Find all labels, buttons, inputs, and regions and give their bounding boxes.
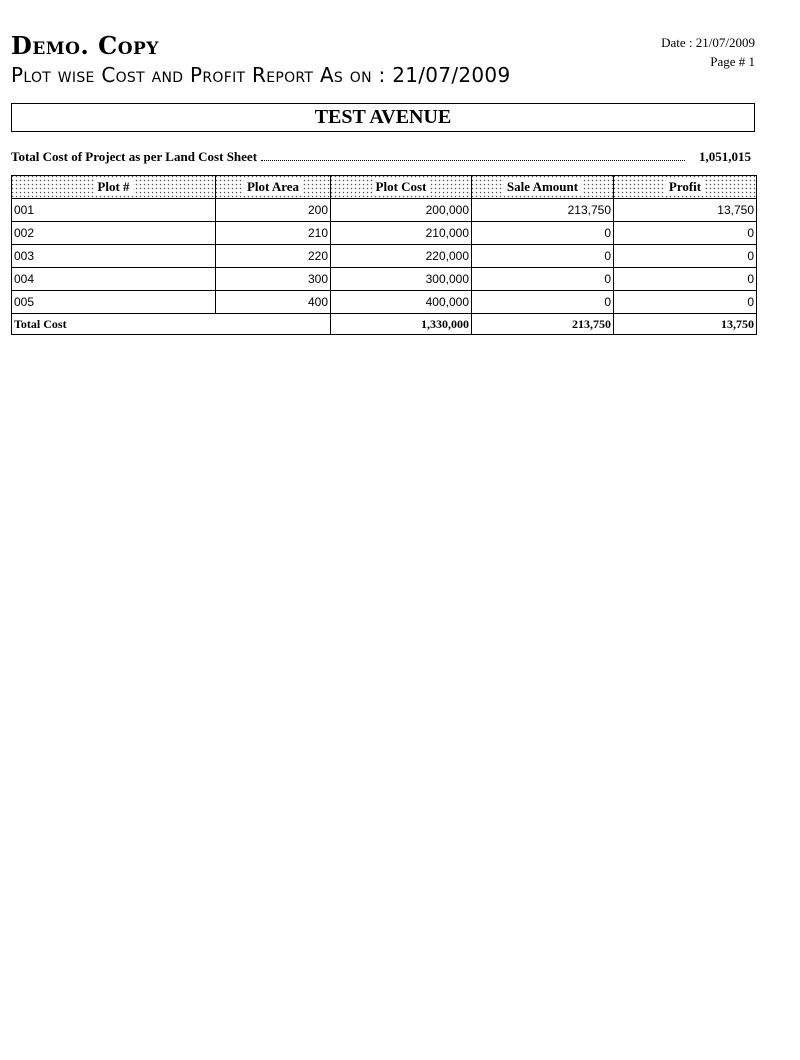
- cell-plot: 001: [12, 199, 216, 222]
- column-header-profit: Profit: [614, 176, 757, 199]
- report-title: Plot wise Cost and Profit Report As on : 21/07/2009: [11, 63, 511, 87]
- cell-sale: 0: [472, 222, 614, 245]
- project-total-cost-label: Total Cost of Project as per Land Cost Sheet: [11, 149, 258, 164]
- report-date: [661, 35, 755, 51]
- cell-sale: 0: [472, 268, 614, 291]
- column-header-area: Plot Area: [216, 176, 331, 199]
- table-row: [12, 268, 757, 291]
- cell-area: 200: [216, 199, 331, 222]
- cell-area: 300: [216, 268, 331, 291]
- cell-cost: 300,000: [331, 268, 472, 291]
- cell-cost: 210,000: [331, 222, 472, 245]
- cell-sale: 213,750: [472, 199, 614, 222]
- date-label: Date :: [661, 35, 693, 50]
- cell-plot: 003: [12, 245, 216, 268]
- page-value: 1: [748, 54, 755, 69]
- cell-sale: 0: [472, 245, 614, 268]
- table-total-row: [12, 314, 757, 335]
- cell-area: 220: [216, 245, 331, 268]
- total-sale: 213,750: [472, 314, 614, 335]
- column-header-plot: Plot #: [12, 176, 216, 199]
- cell-cost: 220,000: [331, 245, 472, 268]
- table-row: [12, 199, 757, 222]
- cell-plot: 002: [12, 222, 216, 245]
- cell-profit: 0: [614, 291, 757, 314]
- company-name: Demo. Copy: [11, 31, 159, 60]
- table-header-row: [12, 176, 757, 199]
- cell-plot: 004: [12, 268, 216, 291]
- page-label: Page #: [710, 54, 746, 69]
- page-number: [710, 54, 755, 70]
- total-profit: 13,750: [614, 314, 757, 335]
- cell-cost: 200,000: [331, 199, 472, 222]
- total-label: Total Cost: [12, 314, 331, 335]
- cell-profit: 13,750: [614, 199, 757, 222]
- table-row: [12, 291, 757, 314]
- project-total-cost-value: 1,051,015: [699, 149, 751, 164]
- column-header-sale: Sale Amount: [472, 176, 614, 199]
- cell-profit: 0: [614, 268, 757, 291]
- cell-plot: 005: [12, 291, 216, 314]
- column-header-cost: Plot Cost: [331, 176, 472, 199]
- table-row: [12, 245, 757, 268]
- cell-sale: 0: [472, 291, 614, 314]
- cell-area: 400: [216, 291, 331, 314]
- total-cost: 1,330,000: [331, 314, 472, 335]
- plot-report-table: [11, 175, 757, 335]
- table-row: [12, 222, 757, 245]
- project-total-cost-line: [11, 149, 753, 165]
- cell-profit: 0: [614, 245, 757, 268]
- cell-area: 210: [216, 222, 331, 245]
- project-name-box: TEST AVENUE: [11, 103, 755, 132]
- dot-leader: [261, 150, 685, 161]
- cell-cost: 400,000: [331, 291, 472, 314]
- cell-profit: 0: [614, 222, 757, 245]
- date-value: 21/07/2009: [695, 35, 755, 50]
